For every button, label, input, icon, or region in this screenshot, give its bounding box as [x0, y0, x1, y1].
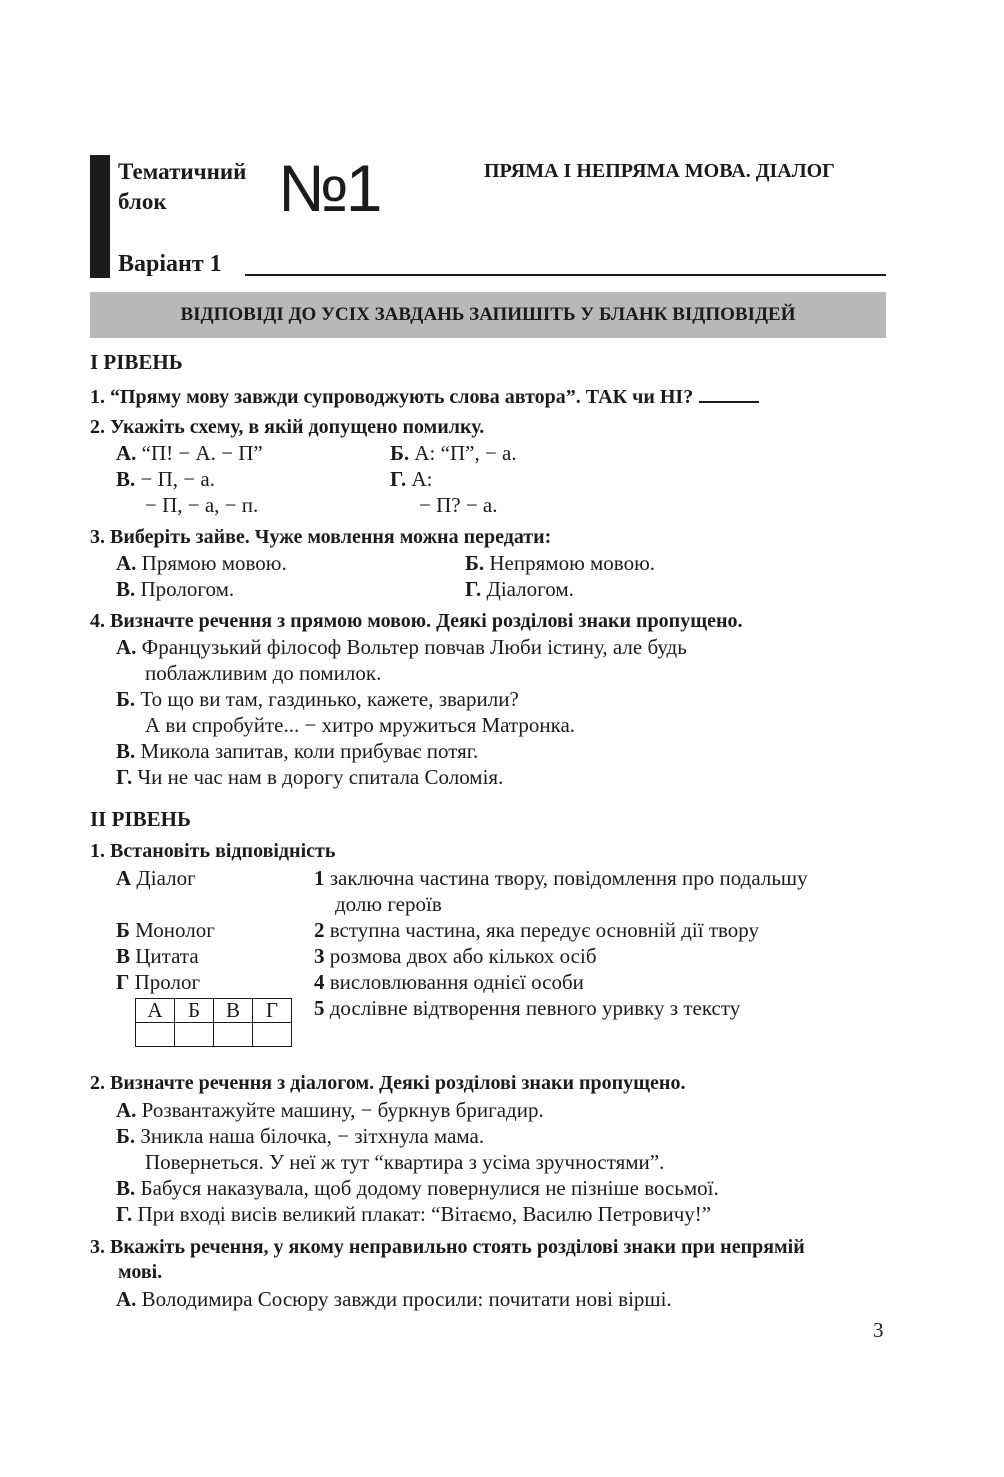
match-text: Діалог — [136, 866, 196, 890]
match-left-g — [116, 970, 200, 995]
l1-q2-option-v — [116, 467, 215, 492]
match-right-1 — [314, 866, 808, 891]
match-letter: Г — [116, 970, 130, 994]
option-text: Прямою мовою. — [141, 551, 287, 575]
match-letter: В — [116, 944, 131, 968]
grid-answer-cell[interactable] — [253, 1023, 292, 1047]
level1-title: І РІВЕНЬ — [90, 350, 183, 374]
l1-q4-option-b — [116, 687, 519, 712]
option-text: А: — [411, 467, 433, 491]
option-letter: Б. — [116, 1124, 136, 1148]
option-text: Володимира Сосюру завжди просили: почитати нові вірші. — [141, 1287, 672, 1311]
option-text: Французький філософ Вольтер повчав Люби істину, але будь — [141, 635, 687, 659]
block-label-line1: Тематичний — [118, 159, 247, 184]
l1-q3-option-a — [116, 551, 287, 576]
l2-q2-option-a — [116, 1098, 544, 1123]
l1-q3-option-b — [465, 551, 655, 576]
l2-q2-title: 2. Визначте речення з діалогом. Деякі розділові знаки пропущено. — [90, 1072, 686, 1094]
block-number: №1 — [278, 151, 380, 225]
match-letter: Б — [116, 918, 130, 942]
option-text: Чи не час нам в дорогу спитала Соломія. — [137, 765, 504, 789]
option-text: Микола запитав, коли прибуває потяг. — [140, 739, 479, 763]
match-left-b — [116, 918, 215, 943]
block-label-line2: блок — [118, 189, 167, 214]
l2-q3-title-line2: мові. — [118, 1261, 163, 1283]
level2-title: ІІ РІВЕНЬ — [90, 807, 191, 831]
l1-q3-option-v — [116, 577, 234, 602]
l1-q2-option-g-line2: − П? − а. — [419, 493, 498, 517]
l1-q2-option-g — [390, 467, 433, 492]
match-text: заключна частина твору, повідомлення про подальшу — [329, 866, 808, 890]
l2-q3-title: 3. Вкажіть речення, у якому неправильно стоять розділові знаки при непрямій — [90, 1236, 805, 1258]
l1-q1-text: 1. “Пряму мову завжди супроводжують слова автора”. ТАК чи НІ? — [90, 386, 694, 408]
match-text: висловлювання однієї особи — [329, 970, 584, 994]
match-right-5 — [314, 996, 740, 1021]
variant-label: Варіант 1 — [118, 251, 222, 277]
option-letter: Г. — [390, 467, 407, 491]
option-letter: А. — [116, 635, 137, 659]
match-right-2 — [314, 918, 759, 943]
l1-q1-answer-blank — [699, 383, 759, 403]
block-label — [118, 157, 278, 217]
match-number: 5 — [314, 996, 325, 1020]
option-text: При вході висів великий плакат: “Вітаємо, Василю Петровичу!” — [137, 1202, 712, 1226]
l1-q4-option-v — [116, 739, 478, 764]
l1-q2-option-a — [116, 441, 263, 466]
grid-answer-cell[interactable] — [136, 1023, 175, 1047]
l1-q2-option-v-line2: − П, − а, − п. — [145, 493, 259, 517]
option-text: То що ви там, газдинько, кажете, зварили? — [140, 687, 519, 711]
answer-grid — [135, 998, 292, 1047]
match-right-3 — [314, 944, 597, 969]
option-text: Непрямою мовою. — [489, 551, 656, 575]
grid-header-cell: В — [214, 999, 253, 1023]
option-letter: А. — [116, 551, 137, 575]
option-letter: Б. — [116, 687, 136, 711]
match-number: 3 — [314, 944, 325, 968]
topic-title: ПРЯМА І НЕПРЯМА МОВА. ДІАЛОГ — [484, 160, 835, 182]
grid-header-cell: Г — [253, 999, 292, 1023]
side-bar — [90, 155, 110, 278]
grid-answer-cell[interactable] — [175, 1023, 214, 1047]
option-letter: В. — [116, 467, 136, 491]
match-number: 4 — [314, 970, 325, 994]
option-text: Діалогом. — [486, 577, 574, 601]
option-letter: А. — [116, 441, 137, 465]
match-text: розмова двох або кількох осіб — [329, 944, 597, 968]
match-text: вступна частина, яка передує основній дії твору — [329, 918, 759, 942]
l1-q4-option-a — [116, 635, 687, 660]
match-text: Цитата — [135, 944, 199, 968]
instructions-banner: ВІДПОВІДІ ДО УСІХ ЗАВДАНЬ ЗАПИШІТЬ У БЛАНК ВІДПОВІДЕЙ — [90, 292, 886, 338]
option-letter: В. — [116, 1176, 136, 1200]
match-text: Монолог — [135, 918, 215, 942]
option-text: − П, − а. — [140, 467, 215, 491]
variant-name-line — [245, 274, 886, 276]
l2-q2-option-v — [116, 1176, 719, 1201]
option-letter: А. — [116, 1098, 137, 1122]
l1-q4-option-a-line2: поблажливим до помилок. — [145, 661, 382, 685]
match-text: Пролог — [134, 970, 201, 994]
option-letter: В. — [116, 739, 136, 763]
match-right-1-line2: долю героїв — [335, 892, 442, 916]
option-letter: Б. — [465, 551, 485, 575]
l2-q1-title: 1. Встановіть відповідність — [90, 840, 336, 862]
answer-grid-header — [136, 999, 292, 1023]
l1-q3-option-g — [465, 577, 574, 602]
option-letter: Г. — [116, 1202, 133, 1226]
option-letter: Г. — [116, 765, 133, 789]
option-letter: Б. — [390, 441, 410, 465]
l1-q1 — [90, 383, 759, 409]
match-text: дослівне відтворення певного уривку з тексту — [329, 996, 741, 1020]
l1-q4-option-b-line2: А ви спробуйте... − хитро мружиться Матронка. — [145, 713, 576, 737]
option-text: Бабуся наказувала, щоб додому повернулися не пізніше восьмої. — [140, 1176, 719, 1200]
match-letter: А — [116, 866, 132, 890]
l1-q4-title: 4. Визначте речення з прямою мовою. Деякі розділові знаки пропущено. — [90, 610, 743, 632]
option-letter: Г. — [465, 577, 482, 601]
option-text: “П! − А. − П” — [141, 441, 263, 465]
l1-q2-option-b — [390, 441, 517, 466]
page-number: 3 — [873, 1318, 884, 1342]
match-number: 2 — [314, 918, 325, 942]
option-letter: А. — [116, 1287, 137, 1311]
match-left-a — [116, 866, 196, 891]
l2-q2-option-g — [116, 1202, 711, 1227]
answer-grid-row — [136, 1023, 292, 1047]
grid-header-cell: А — [136, 999, 175, 1023]
match-right-4 — [314, 970, 584, 995]
l1-q2-title: 2. Укажіть схему, в якій допущено помилку. — [90, 416, 485, 438]
option-text: А: “П”, − а. — [414, 441, 517, 465]
l2-q2-option-b-line2: Повернеться. У неї ж тут “квартира з усіма зручностями”. — [145, 1150, 665, 1174]
option-text: Зникла наша білочка, − зітхнула мама. — [140, 1124, 485, 1148]
option-letter: В. — [116, 577, 136, 601]
l2-q2-option-b — [116, 1124, 484, 1149]
grid-answer-cell[interactable] — [214, 1023, 253, 1047]
l2-q3-option-a — [116, 1287, 672, 1312]
grid-header-cell: Б — [175, 999, 214, 1023]
option-text: Розвантажуйте машину, − буркнув бригадир. — [141, 1098, 544, 1122]
l1-q3-title: 3. Виберіть зайве. Чуже мовлення можна передати: — [90, 526, 552, 548]
option-text: Прологом. — [140, 577, 235, 601]
match-left-v — [116, 944, 199, 969]
match-number: 1 — [314, 866, 325, 890]
l1-q4-option-g — [116, 765, 503, 790]
